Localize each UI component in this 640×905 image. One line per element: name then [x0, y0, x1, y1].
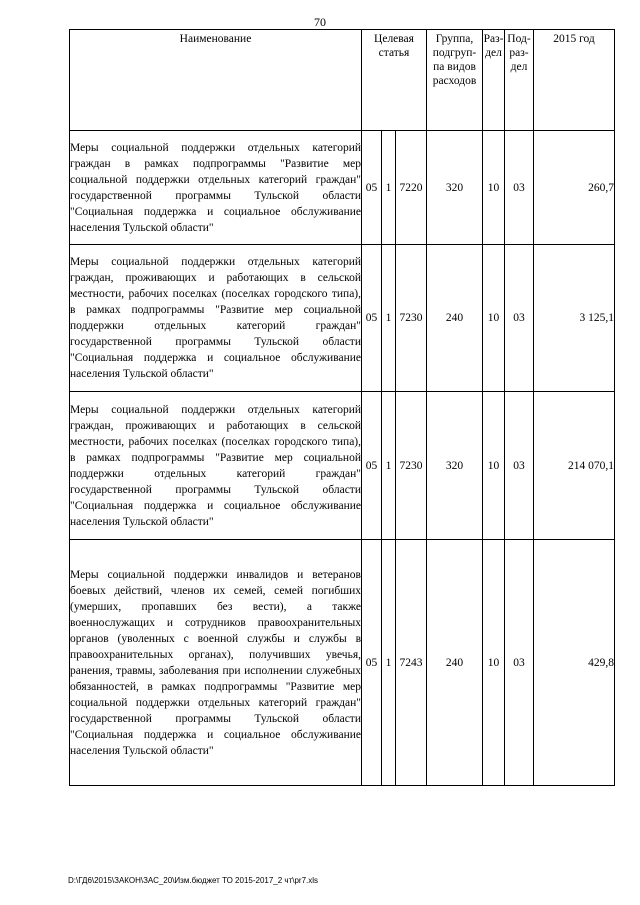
expense-group: 240 [427, 245, 483, 392]
article-part-2: 1 [382, 245, 396, 392]
header-name: Наименование [70, 30, 362, 131]
section: 10 [483, 392, 505, 540]
amount: 214 070,1 [534, 392, 615, 540]
section: 10 [483, 245, 505, 392]
table-row [70, 131, 615, 245]
article-part-3: 7243 [396, 540, 427, 786]
subsection: 03 [505, 245, 534, 392]
article-part-2: 1 [382, 540, 396, 786]
page-number: 70 [314, 15, 326, 29]
row-name: Меры социальной поддержки отдельных категорий граждан, проживающих и работающих в сельской местности, рабочих поселках (поселках городского типа), в рамках подпрограммы "Развитие мер социальной поддержки отдельных категорий граждан" государственной программы Тульской области "Социальная поддержка и социальное обслуживание населения Тульской области" [70, 245, 362, 392]
header-year: 2015 год [534, 30, 615, 131]
article-part-1: 05 [362, 245, 382, 392]
subsection: 03 [505, 392, 534, 540]
article-part-2: 1 [382, 131, 396, 245]
expense-group: 320 [427, 392, 483, 540]
article-part-1: 05 [362, 392, 382, 540]
table-row [70, 540, 615, 786]
expense-group: 320 [427, 131, 483, 245]
budget-table [69, 29, 615, 786]
amount: 429,8 [534, 540, 615, 786]
row-name: Меры социальной поддержки инвалидов и ветеранов боевых действий, членов их семей, семей погибших (умерших, пропавших без вести), а также военнослужащих и сотрудников правоохранительных органов (уволенных с военной службы и службы в правоохранительных органах), получивших увечья, ранения, травмы, заболевания при исполнении служебных обязанностей, в рамках подпрограммы "Развитие мер социальной поддержки отдельных категорий граждан" государственной программы Тульской области "Социальная поддержка и социальное обслуживание населения Тульской области" [70, 540, 362, 786]
section: 10 [483, 131, 505, 245]
header-row [70, 30, 615, 131]
article-part-3: 7230 [396, 392, 427, 540]
article-part-3: 7220 [396, 131, 427, 245]
header-expense-group: Группа, подгруп-па видов расходов [427, 30, 483, 131]
header-section: Раз-дел [483, 30, 505, 131]
header-subsection: Под-раз-дел [505, 30, 534, 131]
amount: 260,7 [534, 131, 615, 245]
article-part-3: 7230 [396, 245, 427, 392]
amount: 3 125,1 [534, 245, 615, 392]
subsection: 03 [505, 540, 534, 786]
expense-group: 240 [427, 540, 483, 786]
table-row [70, 392, 615, 540]
table-row [70, 245, 615, 392]
article-part-1: 05 [362, 540, 382, 786]
row-name: Меры социальной поддержки отдельных категорий граждан, проживающих и работающих в сельской местности, рабочих поселках (поселках городского типа), в рамках подпрограммы "Развитие мер социальной поддержки отдельных категорий граждан" государственной программы Тульской области "Социальная поддержка и социальное обслуживание населения Тульской области" [70, 392, 362, 540]
subsection: 03 [505, 131, 534, 245]
header-target-article: Целевая статья [362, 30, 427, 131]
section: 10 [483, 540, 505, 786]
article-part-1: 05 [362, 131, 382, 245]
article-part-2: 1 [382, 392, 396, 540]
file-path-footer: D:\ГД6\2015\ЗАКОН\ЗАС_20\Изм.бюджет ТО 2015-2017_2 чт\pr7.xls [68, 876, 319, 885]
row-name: Меры социальной поддержки отдельных категорий граждан в рамках подпрограммы "Развитие мер социальной поддержки отдельных категорий граждан" государственной программы Тульской области "Социальная поддержка и социальное обслуживание населения Тульской области" [70, 131, 362, 245]
